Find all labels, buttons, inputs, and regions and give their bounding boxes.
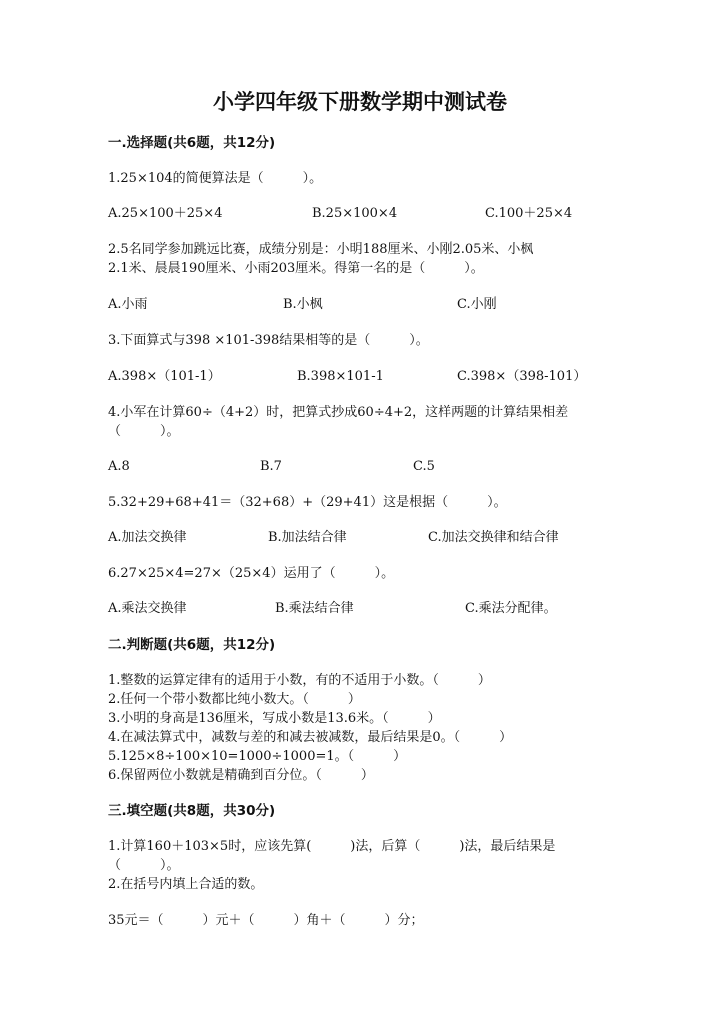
fill-q1-line1: 1.计算160＋103×5时，应该先算( )法，后算（ )法，最后结果是 bbox=[108, 839, 556, 854]
mc-q4-option-a: A.8 bbox=[108, 459, 130, 474]
mc-q3-option-c: C.398×（398-101） bbox=[457, 369, 587, 384]
page-title: 小学四年级下册数学期中测试卷 bbox=[213, 89, 507, 114]
mc-q5-stem: 5.32+29+68+41＝（32+68）+（29+41）这是根据（ ）。 bbox=[108, 495, 507, 510]
mc-q2-option-b: B.小枫 bbox=[283, 297, 323, 312]
mc-q6-option-c: C.乘法分配律。 bbox=[465, 601, 557, 616]
mc-q2-stem-line1: 2.5名同学参加跳远比赛，成绩分别是：小明188厘米、小刚2.05米、小枫 bbox=[108, 242, 534, 257]
mc-q3-option-b: B.398×101-1 bbox=[297, 369, 384, 384]
mc-q5-option-c: C.加法交换律和结合律 bbox=[428, 530, 559, 545]
tf-item-6: 6.保留两位小数就是精确到百分位。（ ） bbox=[108, 768, 374, 783]
fill-q2-line: 35元＝（ ）元＋（ ）角＋（ ）分； bbox=[108, 913, 424, 928]
tf-item-1: 1.整数的运算定律有的适用于小数，有的不适用于小数。（ ） bbox=[108, 673, 491, 688]
mc-q2-stem-line2: 2.1米、晨晨190厘米、小雨203厘米。得第一名的是（ ）。 bbox=[108, 261, 484, 276]
tf-item-2: 2.任何一个带小数都比纯小数大。（ ） bbox=[108, 692, 361, 707]
mc-q6-stem: 6.27×25×4=27×（25×4）运用了（ ）。 bbox=[108, 566, 395, 581]
mc-q4-stem-line1: 4.小军在计算60÷（4+2）时，把算式抄成60÷4+2，这样两题的计算结果相差 bbox=[108, 405, 569, 420]
mc-q1-stem: 1.25×104的简便算法是（ ）。 bbox=[108, 171, 323, 186]
mc-q5-option-b: B.加法结合律 bbox=[268, 530, 347, 545]
tf-item-5: 5.125×8÷100×10=1000÷1000=1。（ ） bbox=[108, 749, 407, 764]
mc-q4-stem-line2: （ ）。 bbox=[108, 424, 180, 439]
mc-q2-option-c: C.小刚 bbox=[457, 297, 497, 312]
mc-q4-option-c: C.5 bbox=[413, 459, 435, 474]
mc-q1-option-a: A.25×100＋25×4 bbox=[108, 206, 223, 221]
fill-q1-line2: （ ）。 bbox=[108, 858, 180, 873]
section-heading-choice: 一.选择题(共6题，共12分) bbox=[108, 135, 276, 151]
mc-q3-option-a: A.398×（101-1） bbox=[108, 369, 221, 384]
mc-q1-option-c: C.100＋25×4 bbox=[485, 206, 573, 221]
mc-q6-option-a: A.乘法交换律 bbox=[108, 601, 187, 616]
mc-q4-option-b: B.7 bbox=[260, 459, 282, 474]
mc-q5-option-a: A.加法交换律 bbox=[108, 530, 187, 545]
section-heading-fill: 三.填空题(共8题，共30分) bbox=[108, 803, 276, 819]
mc-q3-stem: 3.下面算式与398 ×101-398结果相等的是（ ）。 bbox=[108, 333, 429, 348]
fill-q2-stem: 2.在括号内填上合适的数。 bbox=[108, 877, 264, 892]
mc-q1-option-b: B.25×100×4 bbox=[312, 206, 398, 221]
section-heading-judge: 二.判断题(共6题，共12分) bbox=[108, 637, 276, 653]
tf-item-3: 3.小明的身高是136厘米，写成小数是13.6米。（ ） bbox=[108, 711, 441, 726]
mc-q2-option-a: A.小雨 bbox=[108, 297, 148, 312]
tf-item-4: 4.在减法算式中，减数与差的和减去被减数，最后结果是0。（ ） bbox=[108, 730, 513, 745]
mc-q6-option-b: B.乘法结合律 bbox=[275, 601, 354, 616]
